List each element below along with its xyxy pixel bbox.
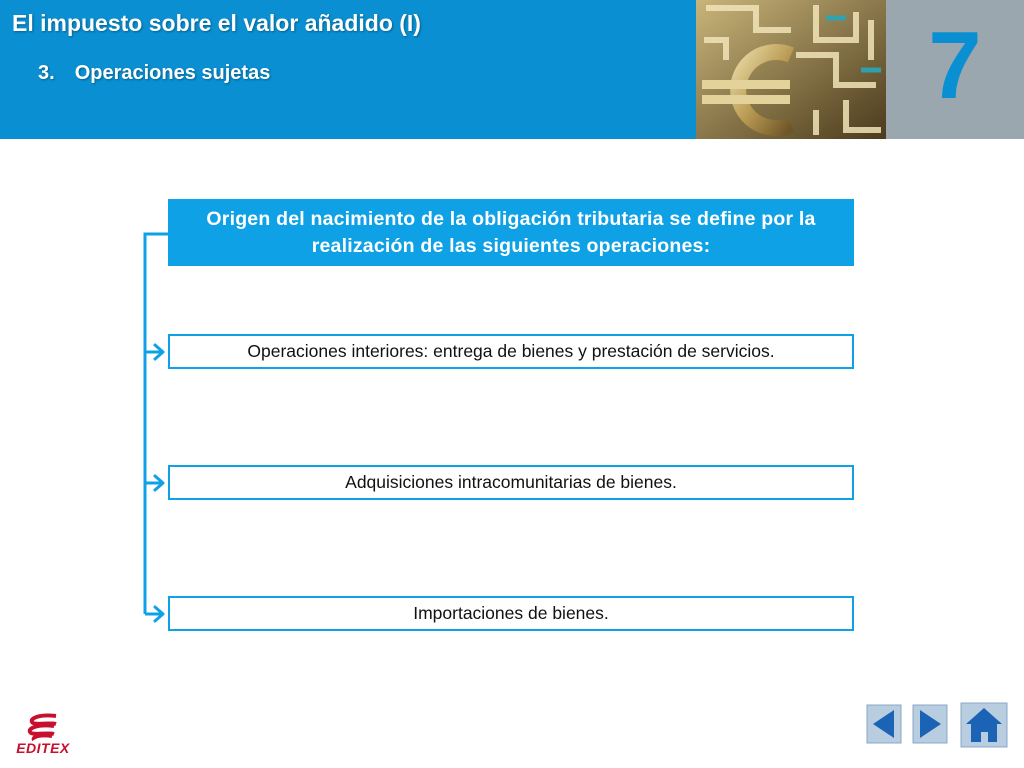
main-definition-box bbox=[168, 199, 854, 266]
section-number: 3. bbox=[38, 62, 55, 84]
operation-label: Importaciones de bienes. bbox=[413, 603, 609, 623]
chapter-number: 7 bbox=[928, 12, 982, 119]
next-slide-button[interactable] bbox=[912, 704, 948, 744]
operation-box-imports bbox=[168, 596, 854, 631]
logo-text: EDITEX bbox=[16, 740, 70, 756]
operation-box-intracommunity bbox=[168, 465, 854, 500]
home-button[interactable] bbox=[960, 702, 1008, 748]
editex-logo bbox=[10, 712, 76, 758]
main-definition-text: Origen del nacimiento de la obligación tributaria se define por la realización de las siguientes operaciones: bbox=[206, 208, 816, 257]
previous-slide-button[interactable] bbox=[866, 704, 902, 744]
operation-box-interior bbox=[168, 334, 854, 369]
arrow-right-icon bbox=[912, 704, 948, 744]
operation-label: Operaciones interiores: entrega de bienes y prestación de servicios. bbox=[247, 341, 775, 361]
editex-logo-icon bbox=[10, 712, 76, 742]
arrow-left-icon bbox=[866, 704, 902, 744]
operation-label: Adquisiciones intracomunitarias de bienes. bbox=[345, 472, 677, 492]
slide-title: El impuesto sobre el valor añadido (I) bbox=[12, 10, 421, 36]
home-icon bbox=[960, 702, 1008, 748]
section-title: Operaciones sujetas bbox=[74, 62, 271, 84]
